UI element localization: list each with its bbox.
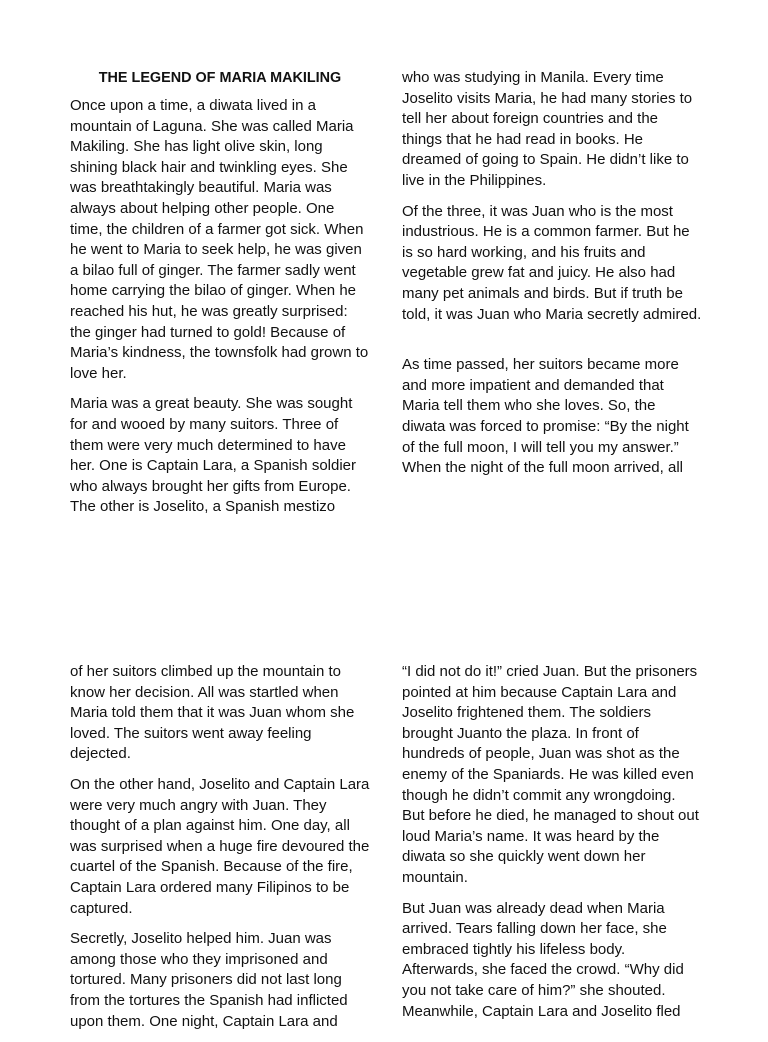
paragraph: who was studying in Manila. Every time Joselito visits Maria, he had many stories to tell her about foreign countries and the things that he had read in books. He dreamed of going to Spain. He didn’t like to live in the Philippines. <box>402 69 693 189</box>
paragraph: On the other hand, Joselito and Captain Lara were very much angry with Juan. They thought of a plan against him. One day, all was surprised when a huge fire devoured the cuartel of the Spanish. Because of the fire, Captain Lara ordered many Filipinos to be captured. <box>70 775 370 917</box>
paragraph: Maria was a great beauty. She was sought for and wooed by many suitors. Three of them were very much determined to have her. One is Captain Lara, a Spanish soldier who always brought her gifts from Europe. The other is Joselito, a Spanish mestizo <box>70 395 357 516</box>
paragraph: Once upon a time, a diwata lived in a mountain of Laguna. She was called Maria Makiling. She has light olive skin, long shining black hair and twinkling eyes. She was breathtakingly beautiful. Maria was always about helping other people. One time, the children of a farmer got sick. When he went to Maria to seek help, he was given a bilao full of ginger. The farmer sadly went home carrying the bilao of ginger. When he reached his hut, he was greatly surprised: the ginger had turned to gold! Because of Maria’s kindness, the townsfolk had grown to love her. <box>70 97 369 382</box>
page2-right-column <box>402 662 702 1032</box>
page1-right-column <box>402 68 702 489</box>
story-title: THE LEGEND OF MARIA MAKILING <box>98 70 342 86</box>
page2-left-column <box>70 662 370 1042</box>
paragraph: of her suitors climbed up the mountain to know her decision. All was startled when Maria told them that it was Juan whom she loved. The suitors went away feeling dejected. <box>70 663 355 763</box>
paragraph: “I did not do it!” cried Juan. But the prisoners pointed at him because Captain Lara and Joselito frightened them. The soldiers brought Juanto the plaza. In front of hundreds of people, Juan was shot as the enemy of the Spaniards. He was killed even though he didn’t commit any wrongdoing. But before he died, he managed to shout out loud Maria’s name. It was heard by the diwata so she quickly went down her mountain. <box>402 663 699 886</box>
page1-left-column <box>70 68 370 528</box>
paragraph: But Juan was already dead when Maria arrived. Tears falling down her face, she embraced tightly his lifeless body. Afterwards, she faced the crowd. “Why did you not take care of him?” she shouted. Meanwhile, Captain Lara and Joselito fled <box>402 899 684 1020</box>
paragraph: Secretly, Joselito helped him. Juan was among those who they imprisoned and tortured. Many prisoners did not last long from the tortures the Spanish had inflicted upon them. One night, Captain Lara and <box>70 930 348 1030</box>
paragraph: As time passed, her suitors became more and more impatient and demanded that Maria tell them who she loves. So, the diwata was forced to promise: “By the night of the full moon, I will tell you my answer.” When the night of the full moon arrived, all <box>402 356 689 477</box>
paragraph: Of the three, it was Juan who is the most industrious. He is a common farmer. But he is so hard working, and his fruits and vegetable grew fat and juicy. He also had many pet animals and birds. But if truth be told, it was Juan who Maria secretly admired. <box>402 202 702 323</box>
